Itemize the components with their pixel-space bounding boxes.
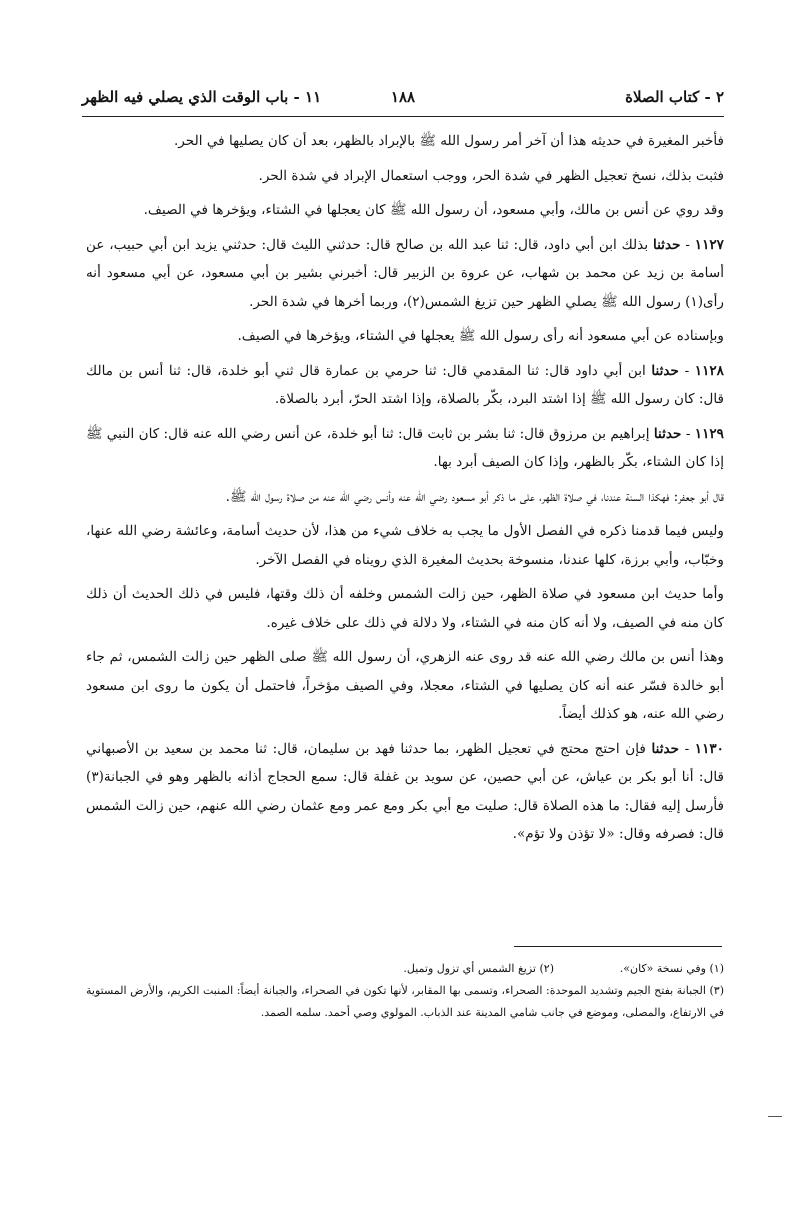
paragraph: [86, 580, 724, 637]
paragraph: [86, 643, 724, 729]
chapter-title: ٢ - كتاب الصلاة: [625, 88, 724, 106]
footnote-1: (١) وفي نسخة «كان».: [619, 962, 724, 975]
paragraph-text: قال أبو جعفر: فهكذا السنة عندنا، في صلاة الظهر، على ما ذكر أبو مسعود رضي الله عنه وأنس رضي الله عنه من صلاة رسول الله ﷺ.: [225, 488, 724, 505]
hadith-1127: ١١٢٧ - حدثنا بذلك ابن أبي داود، قال: ثنا عبد الله بن صالح قال: حدثني الليث قال: حدثني يزيد ابن أبي حبيب، عن أسامة بن زيد عن محمد بن شهاب، عن عروة بن الزبير قال: أخبرني بشير بن أبي مسعود، عن أبي مسعود أنه رأى(١) رسول الله ﷺ يصلي الظهر حين تزيغ الشمس(٢)، وربما أخرها في شدة الحر.: [86, 236, 724, 310]
hadith-keyword: حدثنا: [653, 425, 682, 442]
paragraph: [86, 127, 724, 156]
hadith-number: ١١٢٩: [694, 425, 724, 442]
paragraph-text: فثبت بذلك، نسخ تعجيل الظهر في شدة الحر، ووجب استعمال الإبراد في شدة الحر.: [258, 167, 724, 184]
paragraph: [86, 322, 724, 351]
paragraph: [86, 483, 724, 512]
main-text: [86, 127, 724, 855]
hadith-number: ١١٢٨: [694, 362, 724, 379]
hadith-number: ١١٣٠: [694, 740, 724, 757]
section-title: ١١ - باب الوقت الذي يصلي فيه الظهر: [82, 88, 322, 106]
hadith-keyword: حدثنا: [652, 236, 681, 253]
paragraph-text: ابن أبي داود قال: ثنا المقدمي قال: ثنا حرمي بن عمارة قال ثني أبو خلدة، قال: ثنا أنس بن مالك قال: كان رسول الله ﷺ إذا اشتد البرد، بكّر بالصلاة، وإذا اشتد الحرّ، أبرد بالصلاة.: [86, 362, 724, 407]
paragraph: [86, 162, 724, 191]
hadith-1130: ١١٣٠ - حدثنا فإن احتج محتج في تعجيل الظهر، بما حدثنا فهد بن سليمان، قال: ثنا محمد بن سعيد بن الأصبهاني قال: أنا أبو بكر بن عياش، عن أبي حصين، عن سويد بن غفلة قال: سمع الحجاج أذانه بالظهر وهو في الجبانة(٣) فأرسل إليه فقال: ما هذه الصلاة قال: صليت مع أبي بكر ومع عمر ومع عثمان رضي الله عنهم، حين زالت الشمس قال: فصرفه وقال: «لا تؤذن ولا تؤم».: [86, 740, 724, 842]
footnote-row: [86, 958, 724, 980]
footnote-2: (٢) تزيغ الشمس أي تزول وتميل.: [403, 962, 554, 975]
footnotes: [86, 958, 724, 1024]
paragraph-text: وأما حديث ابن مسعود في صلاة الظهر، حين زالت الشمس وخلفه أن ذلك وقتها، فليس في ذلك الحديث أن ذلك كان منه في الصيف، ولا أنه كان منه في الشتاء، ولا دلالة في ذلك على خلاف غيره.: [86, 586, 724, 631]
paragraph-text: وهذا أنس بن مالك رضي الله عنه قد روى عنه الزهري، أن رسول الله ﷺ صلى الظهر حين زالت الشمس، ثم جاء أبو خالدة فسّر عنه أنه كان يصليها في الشتاء، معجلا، وفي الصيف مؤخراً، فاحتمل أن يكون ما روى ابن مسعود رضي الله عنه، هو كذلك أيضاً.: [86, 649, 724, 722]
paragraph-text: بذلك ابن أبي داود، قال: ثنا عبد الله بن صالح قال: حدثني الليث قال: حدثني يزيد ابن أبي حبيب، عن أسامة بن زيد عن محمد بن شهاب، عن عروة بن الزبير قال: أخبرني بشير بن أبي مسعود، عن أبي مسعود أنه رأى(١) رسول الله ﷺ يصلي الظهر حين تزيغ الشمس(٢)، وربما أخرها في شدة الحر.: [86, 236, 724, 310]
hadith-number: ١١٢٧: [694, 236, 724, 253]
hadith-keyword: حدثنا: [651, 740, 680, 757]
footnote-3: (٣) الجبانة بفتح الجيم وتشديد الموحدة: الصحراء، وتسمى بها المقابر، لأنها تكون في الصحراء، والجبانة أيضاً: المنبت الكريم، والأرض المستوية في الارتفاع، والمصلى، وموضع في جانب شامي المدينة عند الذباب. المولوي وصي أحمد. سلمه الصمد.: [86, 984, 724, 1019]
paragraph-text: وبإسناده عن أبي مسعود أنه رأى رسول الله ﷺ يعجلها في الشتاء، ويؤخرها في الصيف.: [237, 328, 724, 344]
header-divider: [82, 116, 724, 117]
paragraph: [86, 196, 724, 225]
paragraph-text: وليس فيما قدمنا ذكره في الفصل الأول ما يجب به خلاف شيء من هذا، لأن حديث أسامة، وعائشة رضي الله عنها، وخبّاب، وأبي برزة، كلها عندنا، منسوخة بحديث المغيرة الذي رويناه في الفصل الآخر.: [86, 523, 724, 568]
hadith-1129: ١١٢٩ - حدثنا إبراهيم بن مرزوق قال: ثنا بشر بن ثابت قال: ثنا أبو خلدة، عن أنس رضي الله عنه قال: كان النبي ﷺ إذا كان الشتاء، بكّر بالظهر، وإذا كان الصيف أبرد بها.: [86, 425, 724, 470]
paragraph-text: وقد روي عن أنس بن مالك، وأبي مسعود، أن رسول الله ﷺ كان يعجلها في الشتاء، ويؤخرها في الصيف.: [143, 202, 724, 218]
paragraph-text: فأخبر المغيرة في حديثه هذا أن آخر أمر رسول الله ﷺ بالإبراد بالظهر، بعد أن كان يصليها في الحر.: [173, 133, 724, 149]
paragraph-text: فإن احتج محتج في تعجيل الظهر، بما حدثنا فهد بن سليمان، قال: ثنا محمد بن سعيد بن الأصبهاني قال: أنا أبو بكر بن عياش، عن أبي حصين، عن سويد بن غفلة قال: سمع الحجاج أذانه بالظهر وهو في الجبانة(٣) فأرسل إليه فقال: ما هذه الصلاة قال: صليت مع أبي بكر ومع عمر ومع عثمان رضي الله عنهم، حين زالت الشمس قال: فصرفه وقال: «لا تؤذن ولا تؤم».: [86, 740, 724, 842]
running-header: [82, 88, 724, 114]
paragraph-text: إبراهيم بن مرزوق قال: ثنا بشر بن ثابت قال: ثنا أبو خلدة، عن أنس رضي الله عنه قال: كان النبي ﷺ إذا كان الشتاء، بكّر بالظهر، وإذا كان الصيف أبرد بها.: [86, 425, 724, 470]
margin-mark: [768, 1116, 782, 1117]
footnote-divider: [514, 946, 722, 947]
hadith-1128: ١١٢٨ - حدثنا ابن أبي داود قال: ثنا المقدمي قال: ثنا حرمي بن عمارة قال ثني أبو خلدة، قال: ثنا أنس بن مالك قال: كان رسول الله ﷺ إذا اشتد البرد، بكّر بالصلاة، وإذا اشتد الحرّ، أبرد بالصلاة.: [86, 362, 724, 407]
page-number: ١٨٨: [390, 88, 416, 106]
paragraph: [86, 517, 724, 574]
hadith-keyword: حدثنا: [651, 362, 679, 379]
